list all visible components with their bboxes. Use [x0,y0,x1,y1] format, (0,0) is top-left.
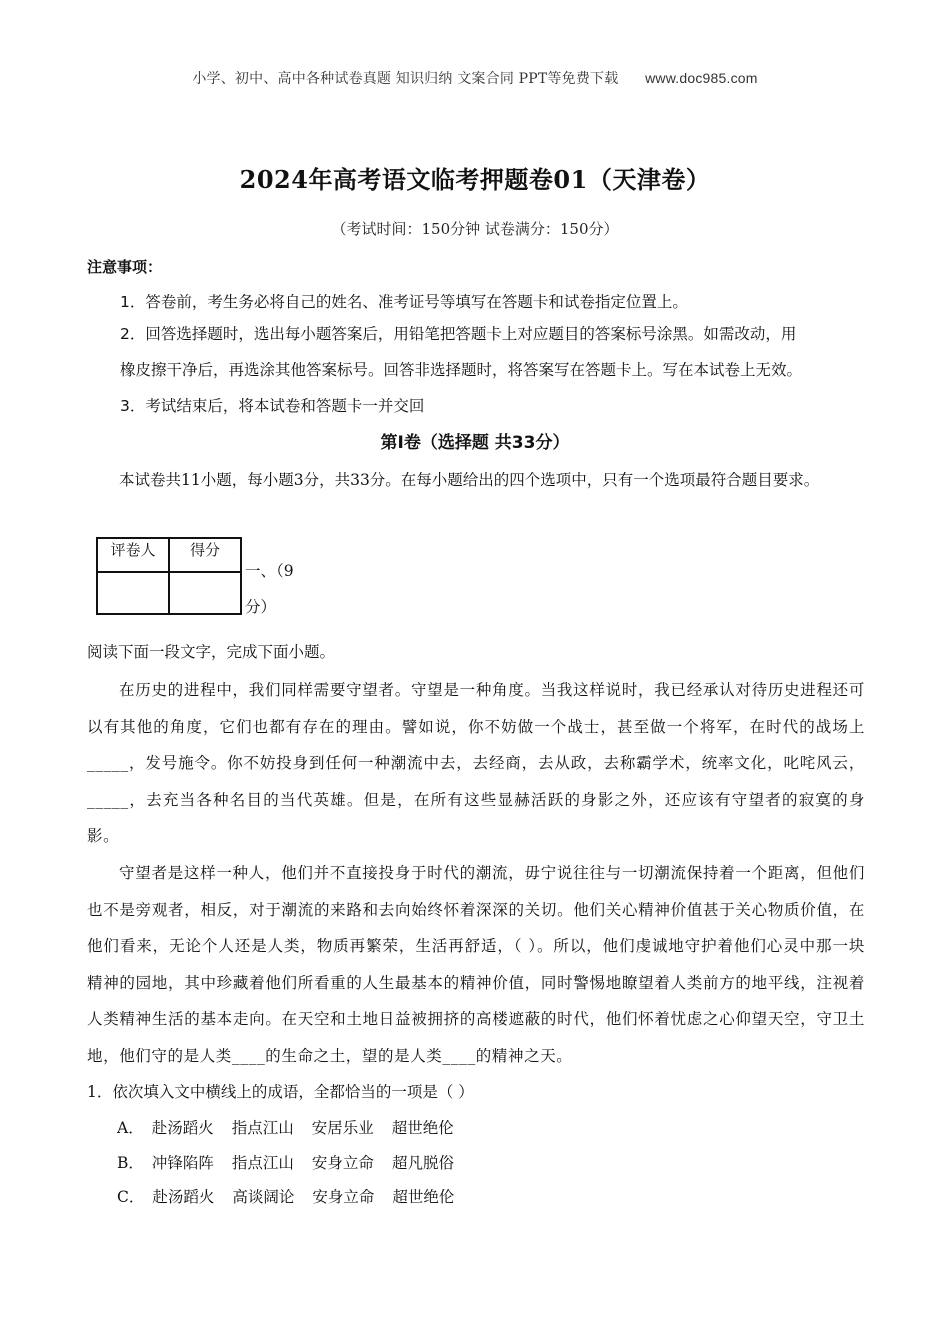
score-table-header-score: 得分 [169,538,241,572]
option-word: 赴汤蹈火 [151,1119,214,1137]
option-b[interactable] [117,1151,472,1173]
option-word: 安身立命 [311,1154,374,1172]
passage-paragraph: 在历史的进程中，我们同样需要守望者。守望是一种角度。当我这样说时，我已经承认对待历史进程还可以有其他的角度，它们也都有存在的理由。譬如说，你不妨做一个战士，甚至做一个将军，在时代的战场上_____，发号施令。你不妨投身到任何一种潮流中去，去经商，去从政，去称霸学术，统率文化，叱咤风云，_____，去充当各种名目的当代英雄。但是，在所有这些显赫活跃的身影之外，还应该有守望者的寂寞的身影。 [87,681,865,845]
score-table-cell [169,572,241,614]
option-label: B． [117,1154,144,1172]
note-item: 1．答卷前，考生务必将自己的姓名、准考证号等填写在答题卡和试卷指定位置上。 [120,293,688,311]
section-intro: 本试卷共11小题，每小题3分，共33分。在每小题给出的四个选项中，只有一个选项最符合题目要求。 [119,471,820,489]
exam-title: 2024年高考语文临考押题卷01（天津卷） [239,165,711,194]
question-stem: 1．依次填入文中横线上的成语，全都恰当的一项是（ ） [87,1083,474,1101]
option-c[interactable] [117,1185,472,1207]
option-word: 赴汤蹈火 [152,1188,215,1206]
option-a[interactable] [117,1116,472,1138]
option-word: 超世绝伦 [392,1188,455,1206]
part-one-line: 分） [245,598,277,616]
score-table-cell [97,572,169,614]
score-table-header-grader: 评卷人 [97,538,169,572]
option-word: 超世绝伦 [391,1119,454,1137]
option-word: 冲锋陷阵 [151,1154,214,1172]
exam-subtitle: （考试时间：150分钟 试卷满分：150分） [331,220,619,238]
option-word: 指点江山 [231,1154,294,1172]
note-item: 3．考试结束后，将本试卷和答题卡一并交回 [120,397,425,415]
header-text: 小学、初中、高中各种试卷真题 知识归纳 文案合同 PPT等免费下载 [192,71,619,87]
option-word: 安居乐业 [311,1119,374,1137]
option-word: 指点江山 [231,1119,294,1137]
part-one-line: 一、（9 [245,562,294,580]
option-word: 高谈阔论 [232,1188,295,1206]
note-item: 橡皮擦干净后，再选涂其他答案标号。回答非选择题时，将答案写在答题卡上。写在本试卷上无效。 [120,361,803,379]
note-item: 2．回答选择题时，选出每小题答案后，用铅笔把答题卡上对应题目的答案标号涂黑。如需改动，用 [120,325,797,343]
option-word: 超凡脱俗 [391,1154,454,1172]
passage-paragraph: 守望者是这样一种人，他们并不直接投身于时代的潮流，毋宁说往往与一切潮流保持着一个距离，但他们也不是旁观者，相反，对于潮流的来路和去向始终怀着深深的关切。他们关心精神价值甚于关心物质价值，在他们看来，无论个人还是人类，物质再繁荣，生活再舒适，（ ）。所以，他们虔诚地守护着他们心灵中那一块精神的园地，其中珍藏着他们所看重的人生最基本的精神价值，同时警惕地瞭望着人类前方的地平线，注视着人类精神生活的基本走向。在天空和土地日益被拥挤的高楼遮蔽的时代，他们怀着忧虑之心仰望天空，守卫土地，他们守的是人类____的生命之土，望的是人类____的精神之天。 [87,864,865,1065]
score-table [96,537,242,615]
option-label: A． [117,1119,144,1137]
option-label: C． [117,1188,145,1206]
notes-heading: 注意事项： [87,258,163,276]
section-title: 第Ⅰ卷（选择题 共33分） [380,433,570,453]
page-header [0,68,950,88]
reading-instruction: 阅读下面一段文字，完成下面小题。 [87,643,336,661]
header-site-link[interactable]: www.doc985.com [645,70,758,86]
part-one-heading [245,553,294,625]
option-word: 安身立命 [312,1188,375,1206]
